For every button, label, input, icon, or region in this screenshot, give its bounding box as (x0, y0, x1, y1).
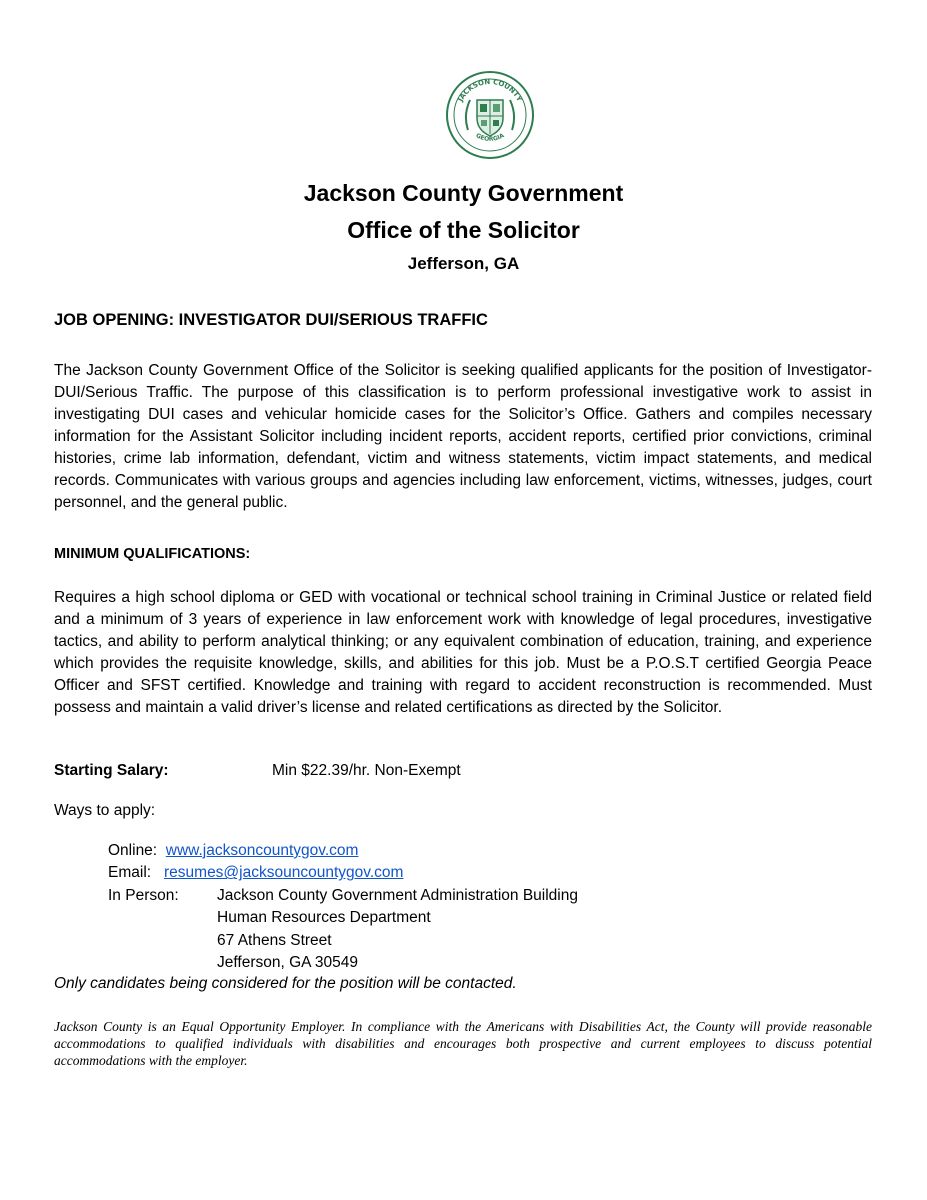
apply-email-row (108, 862, 578, 884)
apply-online-row (108, 840, 578, 862)
page-title: Jackson County Government (303, 180, 624, 206)
salary-value: Min $22.39/hr. Non-Exempt (272, 762, 461, 779)
apply-address-row (108, 907, 578, 929)
svg-text:JACKSON COUNTY: JACKSON COUNTY (456, 77, 524, 103)
svg-text:GEORGIA: GEORGIA (474, 132, 506, 143)
online-link[interactable]: www.jacksoncountygov.com (165, 842, 359, 859)
contact-note: Only candidates being considered for the position will be contacted. (54, 975, 517, 992)
qualifications-heading: MINIMUM QUALIFICATIONS: (54, 546, 251, 562)
apply-inperson-row (108, 885, 578, 907)
email-link[interactable]: resumes@jacksouncountygov.com (164, 864, 404, 882)
email-label: Email: (108, 864, 152, 882)
ways-to-apply-heading: Ways to apply: (54, 802, 156, 819)
address-line: Jackson County Government Administration Building (217, 886, 578, 904)
address-line: Human Resources Department (217, 909, 431, 927)
inperson-label: In Person: (108, 886, 179, 904)
eeo-statement: Jackson County is an Equal Opportunity Employer. In compliance with the Americans with Disabilities Act, the County will provide reasonable accommodations to qualified individuals with disabilities and encourages both prospective and current employees to discuss potential accommodations with the employer. (54, 1019, 872, 1068)
address-line: 67 Athens Street (217, 931, 332, 949)
job-opening-heading: JOB OPENING: INVESTIGATOR DUI/SERIOUS TRAFFIC (54, 311, 488, 329)
apply-methods (108, 840, 578, 974)
qualifications-text: Requires a high school diploma or GED with vocational or technical school training in Criminal Justice or related field and a minimum of 3 years of experience in law enforcement work with knowledge of legal procedures, investigative tactics, and ability to perform analytical thinking; or any equivalent combination of education, training, and experience which provides the requisite knowledge, skills, and abilities for this job. Must be a P.O.S.T certified Georgia Peace Officer and SFST certified. Knowledge and training with regard to accident reconstruction is recommended. Must possess and maintain a valid driver’s license and related certifications as directed by the Solicitor. (54, 589, 872, 716)
salary-row (54, 760, 461, 782)
salary-label: Starting Salary: (54, 762, 169, 779)
office-city: Jefferson, GA (407, 254, 520, 273)
jackson-county-seal (445, 70, 535, 160)
office-name: Office of the Solicitor (347, 217, 580, 243)
apply-address-row (108, 930, 578, 952)
online-label: Online: (108, 842, 158, 859)
job-description: The Jackson County Government Office of the Solicitor is seeking qualified applicants for the position of Investigator- DUI/Serious Traffic. The purpose of this classification is to perform professional investigative work to assist in investigating DUI cases and vehicular homicide cases for the Solicitor’s Office. Gathers and compiles necessary information for the Assistant Solicitor including incident reports, accident reports, certified prior convictions, criminal histories, crime lab information, defendant, victim and witness statements, victim impact statements, and medical records. Communicates with various groups and agencies including law enforcement, victims, witnesses, judges, court personnel, and the general public. (54, 362, 872, 511)
apply-address-row (108, 952, 578, 974)
address-line: Jefferson, GA 30549 (217, 954, 359, 972)
